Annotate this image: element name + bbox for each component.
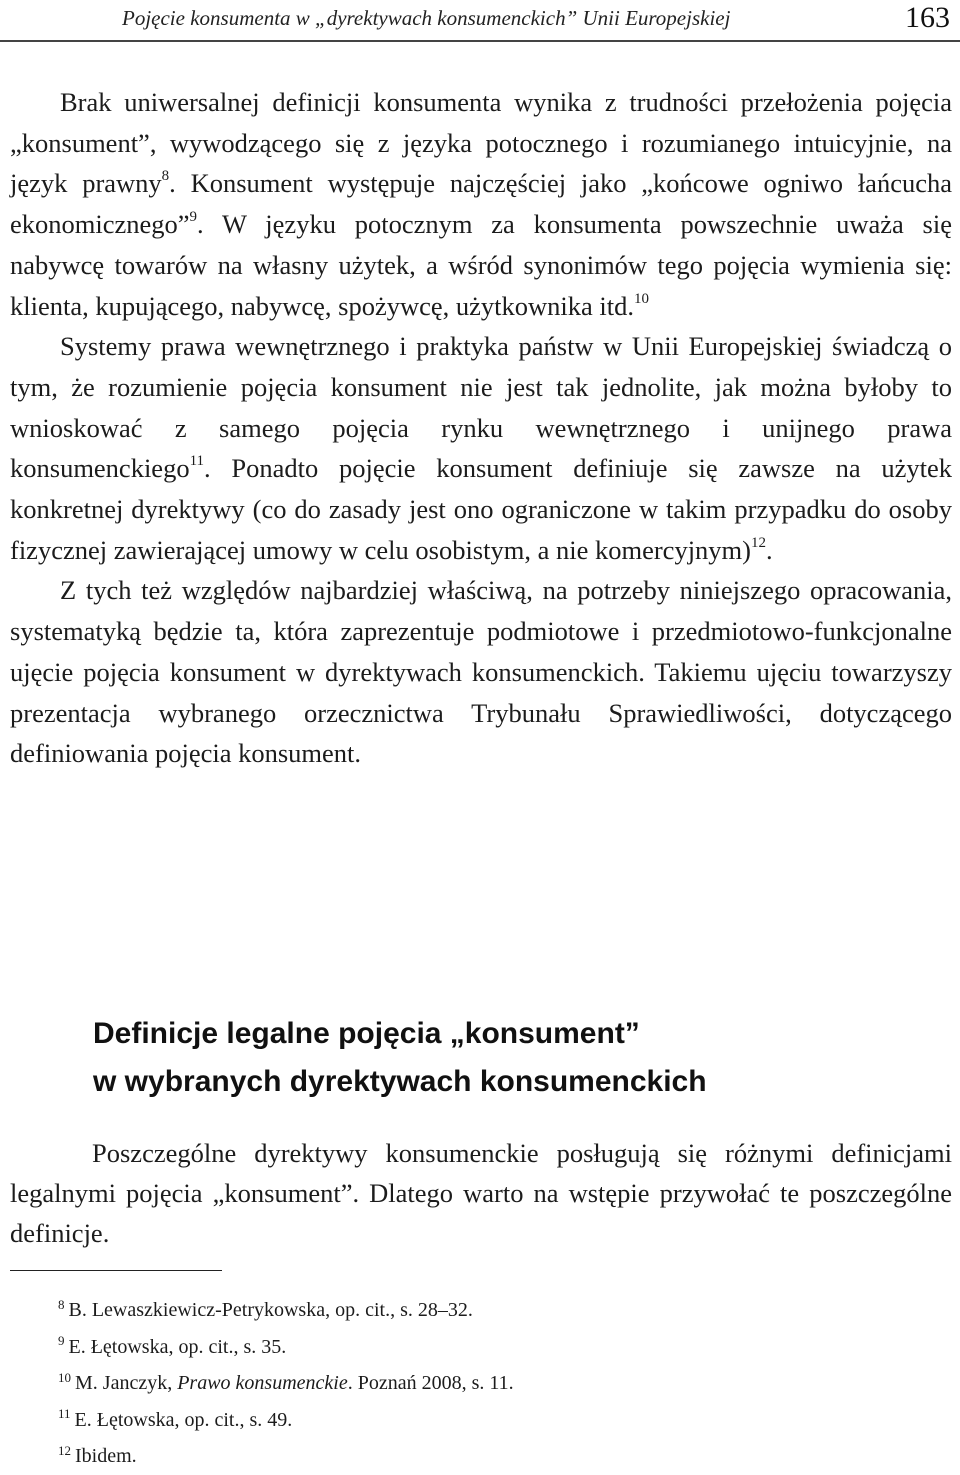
running-header bbox=[0, 0, 960, 42]
footnote-12 bbox=[58, 1438, 948, 1475]
footnote-separator bbox=[10, 1270, 222, 1271]
footnote-ref-9[interactable]: 9 bbox=[189, 209, 198, 226]
paragraph-3: Z tych też względów najbardziej właściwą, na potrzeby niniejszego opracowania, systematyką będzie ta, która zaprezentuje podmiotowe i przedmiotowo-funkcjonalne ujęcie pojęcia konsument w dyrektywach konsumenckich. Takiemu ujęciu towarzyszy prezentacja wybranego orzecznictwa Trybunału Sprawiedliwości, dotyczącego definiowania pojęcia konsument. bbox=[10, 575, 952, 769]
footnote-text: E. Łętowska, op. cit., s. 35. bbox=[68, 1335, 287, 1358]
footnote-book-title: Prawo konsumenckie bbox=[177, 1372, 348, 1394]
footnote-text: E. Łętowska, op. cit., s. 49. bbox=[74, 1408, 293, 1431]
section-heading-line-2: w wybranych dyrektywach konsumenckich bbox=[93, 1065, 707, 1098]
footnote-11 bbox=[58, 1402, 948, 1439]
footnote-text: B. Lewaszkiewicz-Petrykowska, op. cit., s. 28–32. bbox=[68, 1299, 473, 1321]
section-intro-paragraph: Poszczególne dyrektywy konsumenckie posługują się różnymi definicjami legalnymi pojęcia „konsument”. Dlatego warto na wstępie przywołać te poszczególne definicje. bbox=[10, 1138, 952, 1248]
paragraph-1-part-b: . Konsument występuje najczęściej jako „końcowe ogniwo łańcucha ekonomicznego” bbox=[10, 168, 952, 240]
footnotes bbox=[58, 1292, 948, 1475]
footnote-ref-12[interactable]: 12 bbox=[751, 534, 766, 551]
section-heading-line-1: Definicje legalne pojęcia „konsument” bbox=[93, 1017, 640, 1050]
footnote-ref-8[interactable]: 8 bbox=[161, 168, 170, 185]
paragraph-1-part-c: . W języku potocznym za konsumenta powszechnie uważa się nabywcę towarów na własny użytek, a wśród synonimów tego pojęcia wymienia się: klienta, kupującego, nabywcę, spożywcę, użytkownika itd. bbox=[10, 209, 952, 321]
section-intro bbox=[10, 1133, 952, 1253]
footnote-number: 12 bbox=[58, 1442, 71, 1458]
footnote-number: 9 bbox=[58, 1333, 65, 1349]
footnote-10 bbox=[58, 1365, 948, 1402]
page-number: 163 bbox=[905, 1, 950, 34]
paragraph-2-part-c: . bbox=[766, 534, 773, 565]
body-text bbox=[10, 82, 952, 774]
paragraph-2 bbox=[10, 326, 952, 570]
footnote-text-pre: M. Janczyk, bbox=[75, 1372, 178, 1394]
paragraph-2-part-b: . Ponadto pojęcie konsument definiuje się zawsze na użytek konkretnej dyrektywy (co do zasady jest ono ograniczone w takim przypadku do osoby fizycznej zawierającej umowy w celu osobistym, a nie komercyjnym) bbox=[10, 453, 952, 565]
footnote-ref-10[interactable]: 10 bbox=[634, 290, 650, 307]
footnote-number: 8 bbox=[58, 1296, 65, 1312]
section-heading bbox=[93, 1010, 953, 1106]
footnote-text: Ibidem. bbox=[75, 1445, 137, 1467]
running-header-title: Pojęcie konsumenta w „dyrektywach konsumenckich” Unii Europejskiej bbox=[122, 6, 731, 30]
paragraph-1-part-a: Brak uniwersalnej definicji konsumenta wynika z trudności przełożenia pojęcia „konsument”, wywodzącego się z języka potocznego i rozumianego intuicyjnie, na język prawny bbox=[10, 87, 952, 199]
paragraph-2-part-a: Systemy prawa wewnętrznego i praktyka państw w Unii Europejskiej świadczą o tym, że rozumienie pojęcia konsument nie jest tak jednolite, jak można byłoby to wnioskować z samego pojęcia rynku wewnętrznego i unijnego prawa konsumenckiego bbox=[10, 331, 952, 484]
footnote-text-post: . Poznań 2008, s. 11. bbox=[347, 1372, 514, 1394]
footnote-number: 11 bbox=[58, 1406, 71, 1422]
footnote-ref-11[interactable]: 11 bbox=[189, 453, 205, 470]
footnote-number: 10 bbox=[58, 1369, 71, 1385]
footnote-9 bbox=[58, 1329, 948, 1366]
paragraph-1 bbox=[10, 82, 952, 326]
footnote-8 bbox=[58, 1292, 948, 1329]
